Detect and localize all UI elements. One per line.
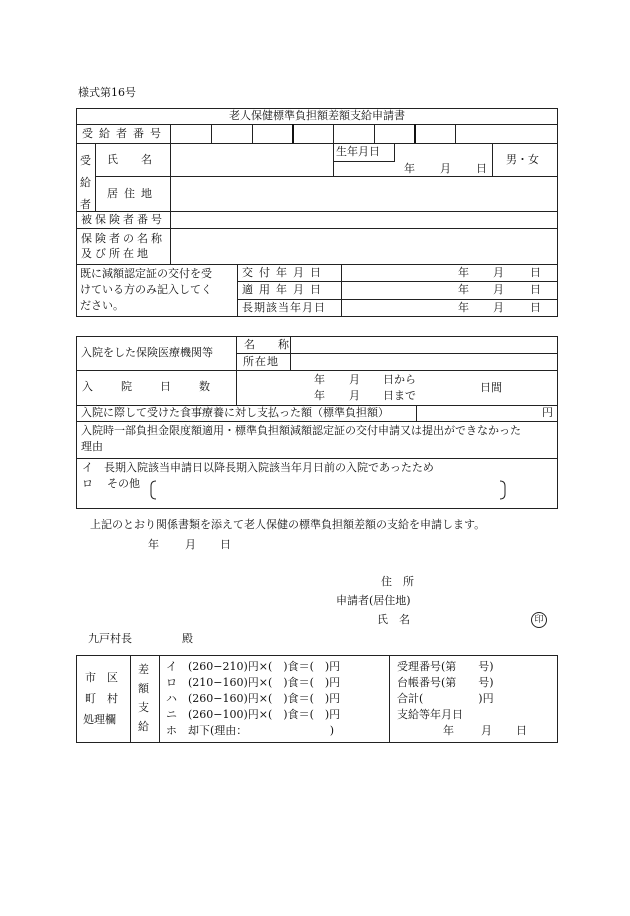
stay-from-month: 月 xyxy=(349,373,360,386)
reason-option-ro[interactable]: その他 xyxy=(107,477,140,490)
total-amount: 合計( )円 xyxy=(397,692,494,705)
payment-date-label: 支給等年月日 xyxy=(397,708,463,721)
hospital-name-field[interactable] xyxy=(291,337,557,353)
paid-amount-label: 入院に際して受けた食事療養に対し支払った額（標準負担額） xyxy=(81,406,389,419)
bracket-icon xyxy=(150,480,506,500)
hospital-location-label: 所在地 xyxy=(243,355,279,368)
honorific: 殿 xyxy=(182,632,193,645)
certificate-note-2: けている方のみ記入してく xyxy=(80,283,212,296)
declaration-text: 上記のとおり関係書類を添えて老人保健の標準負担額差額の支給を申請します。 xyxy=(90,518,486,531)
long-term-month: 月 xyxy=(493,301,504,314)
payment-year: 年 xyxy=(443,724,454,737)
application-day: 日 xyxy=(220,538,231,551)
birth-month: 月 xyxy=(440,162,451,175)
reason-option-i[interactable]: イ 長期入院該当申請日以降長期入院該当年月日前の入院であったため xyxy=(82,461,434,474)
form-number: 様式第16号 xyxy=(78,86,136,99)
birth-day: 日 xyxy=(476,162,487,175)
applicant-name-label: 氏 名 xyxy=(377,613,410,626)
stay-from-year: 年 xyxy=(314,373,325,386)
name-field[interactable] xyxy=(171,144,333,176)
office-label-2: 町 村 xyxy=(85,692,118,705)
apply-day: 日 xyxy=(530,283,541,296)
recipient-side-label: 受給者 xyxy=(80,154,91,211)
reason-label-1: 入院時一部負担金限度額適用・標準負担額減額認定証の交付申請又は提出ができなかった xyxy=(81,424,521,437)
stay-days-unit: 日間 xyxy=(480,381,502,394)
recipient-office: 九戸村長 xyxy=(88,632,132,645)
paid-amount-field[interactable] xyxy=(417,406,542,421)
seal-icon: 印 xyxy=(531,612,547,628)
form-title: 老人保健標準負担額差額支給申請書 xyxy=(229,109,405,122)
hospital-label: 入院をした保険医療機関等 xyxy=(81,346,213,359)
residence-field[interactable] xyxy=(171,177,557,211)
reason-label-2: 理由 xyxy=(81,440,103,453)
calc-line-ha: ハ (260−160)円×( )食＝( )円 xyxy=(166,692,341,705)
hospital-name-label: 名 称 xyxy=(244,338,295,351)
other-reason-bracket-field[interactable] xyxy=(150,480,506,500)
stay-until-year: 年 xyxy=(314,389,325,402)
certificate-note-3: ださい。 xyxy=(80,299,124,312)
insured-number-label: 被保険者番号 xyxy=(81,213,165,226)
name-label: 氏 名 xyxy=(107,153,158,166)
recipient-number-cells[interactable] xyxy=(171,125,557,143)
residence-label: 居住地 xyxy=(107,187,158,200)
stay-until: 日まで xyxy=(383,389,416,402)
calc-line-i: イ (260−210)円×( )食＝( )円 xyxy=(166,660,341,673)
apply-date-label: 適用年月日 xyxy=(242,283,327,296)
gender-select[interactable]: 男・女 xyxy=(506,153,539,166)
hospital-location-field[interactable] xyxy=(291,354,557,370)
apply-month: 月 xyxy=(493,283,504,296)
applicant-label: 申請者(居住地) xyxy=(336,594,411,607)
paid-amount-unit: 円 xyxy=(542,406,553,419)
issue-year: 年 xyxy=(458,266,469,279)
insurer-field[interactable] xyxy=(171,229,557,264)
office-label-1: 市 区 xyxy=(85,671,118,684)
payment-day: 日 xyxy=(516,724,527,737)
insured-number-field[interactable] xyxy=(171,212,557,228)
stay-days-label: 入院日数 xyxy=(82,380,238,393)
recipient-number-label: 受給者番号 xyxy=(82,127,167,140)
issue-month: 月 xyxy=(493,266,504,279)
calc-line-ro: ロ (210−160)円×( )食＝( )円 xyxy=(166,676,341,689)
address-label: 住 所 xyxy=(381,575,414,588)
apply-year: 年 xyxy=(458,283,469,296)
insurer-label-1: 保険者の名称 xyxy=(81,232,165,245)
reason-option-ro-mark: ロ xyxy=(82,477,93,490)
payment-month: 月 xyxy=(481,724,492,737)
insurer-label-2: 及び所在地 xyxy=(81,247,151,260)
ledger-number: 台帳番号(第 号) xyxy=(397,676,494,689)
receipt-number: 受理番号(第 号) xyxy=(397,660,494,673)
issue-day: 日 xyxy=(530,266,541,279)
calc-line-ho: ホ 却下(理由： ) xyxy=(166,724,335,737)
application-year: 年 xyxy=(148,538,159,551)
stay-from: 日から xyxy=(383,373,416,386)
birth-date-label: 生年月日 xyxy=(336,145,380,158)
long-term-year: 年 xyxy=(458,301,469,314)
office-label-3: 処理欄 xyxy=(83,713,116,726)
birth-year: 年 xyxy=(404,162,415,175)
issue-date-label: 交付年月日 xyxy=(242,266,327,279)
long-term-date-label: 長期該当年月日 xyxy=(242,301,326,314)
stay-period-field[interactable] xyxy=(237,371,557,405)
stay-until-month: 月 xyxy=(349,389,360,402)
certificate-note-1: 既に減額認定証の交付を受 xyxy=(80,267,212,280)
long-term-day: 日 xyxy=(530,301,541,314)
application-month: 月 xyxy=(185,538,196,551)
calc-line-ni: ニ (260−100)円×( )食＝( )円 xyxy=(166,708,341,721)
difference-payment-label: 差額支給 xyxy=(138,663,149,733)
